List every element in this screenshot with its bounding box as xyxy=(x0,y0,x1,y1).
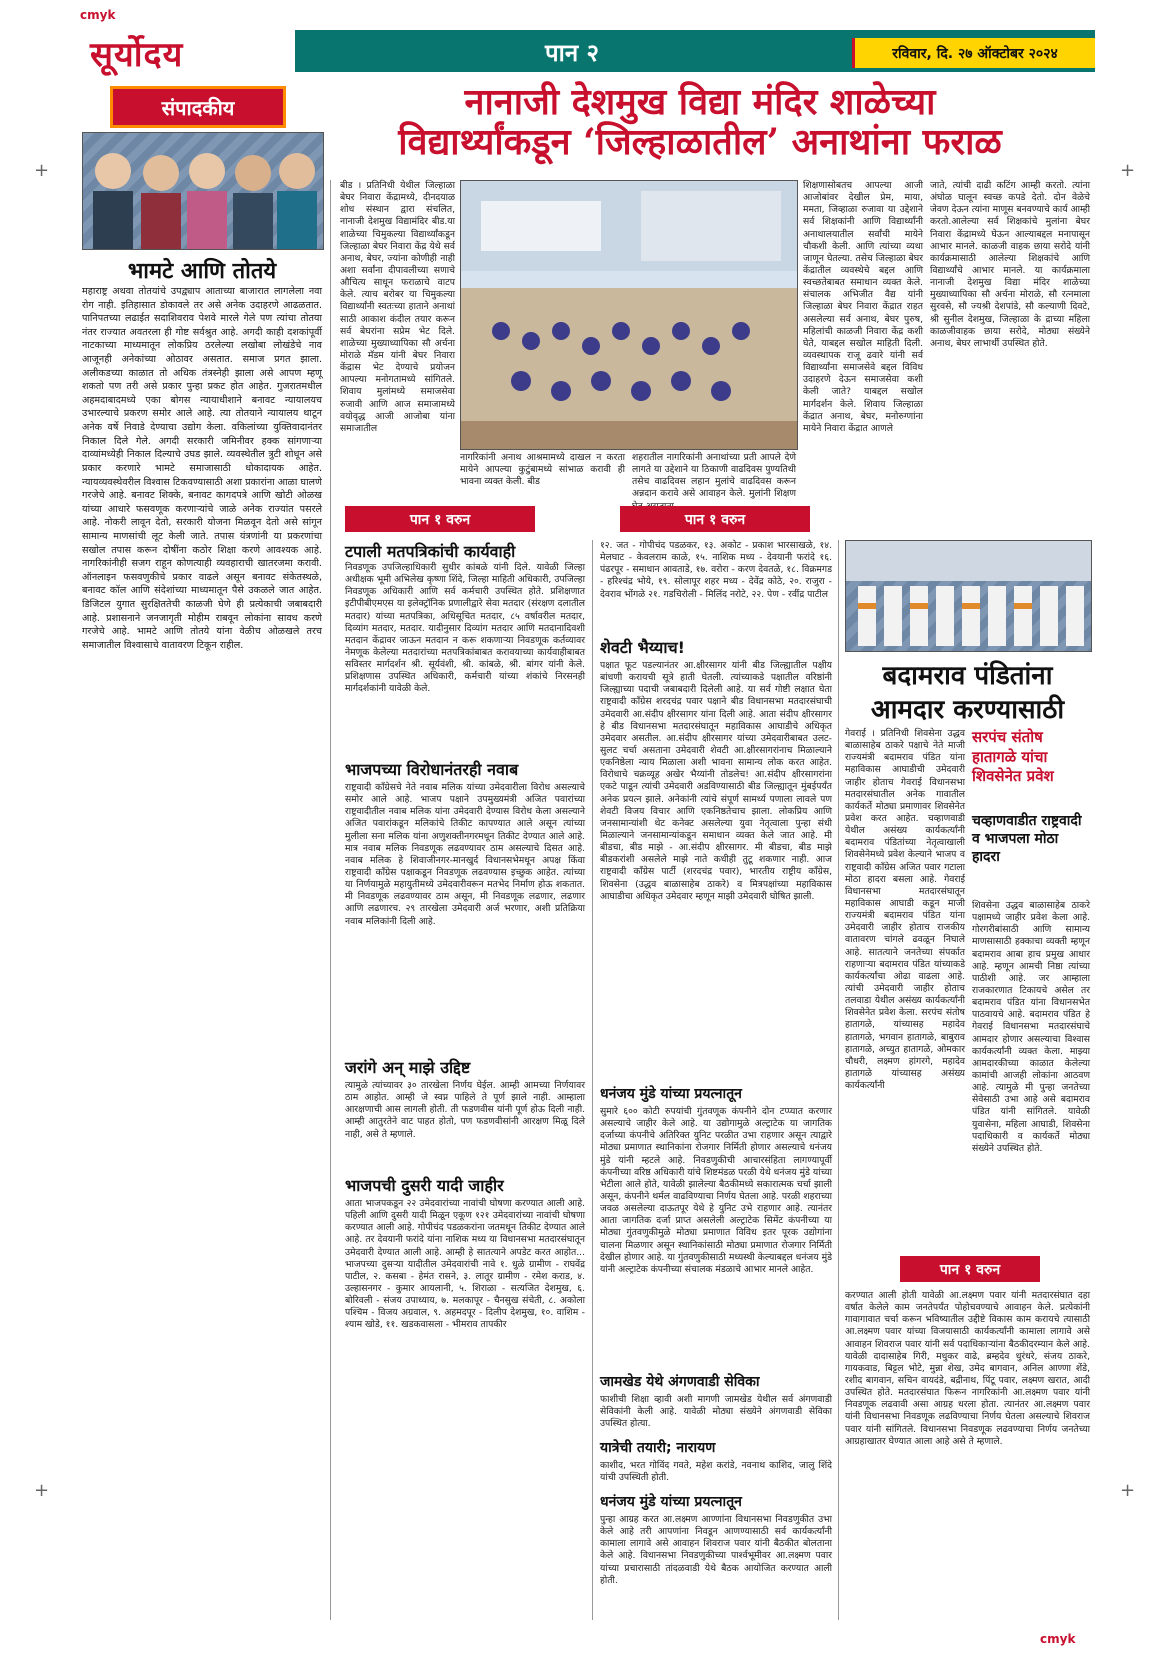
column-rule-3 xyxy=(838,540,839,1620)
section-left-heading-2: भाजपच्या विरोधानंतरही नवाब xyxy=(345,760,519,779)
section-left-heading-1: टपाली मतपत्रिकांची कार्यवाही xyxy=(345,542,516,561)
section-mid-body-2: सुमारे ६०० कोटी रुपयांची गुंतवणूक कंपनीने दोन टप्प्यात करणार असल्याचे जाहीर केले आहे. या उद्योगामुळे अल्ट्राटेक या जागतिक दर्जाच्या कंपनीचे अतिरिक्त युनिट परळीत उभा राहणार असून त्याद्वारे मोठ्या प्रमाणात स्थानिकांना रोजगार निर्मिती होणार असल्याचे धनंजय मुंडे यांनी म्हटले आहे. निवडणुकीची आचारसंहिता लागण्यापूर्वी कंपनीच्या वरिष्ठ अधिकारी यांचे शिष्टमंडळ परळी येथे धनंजय मुंडे यांच्या भेटीला आले होते, यावेळी झालेल्या बैठकीमध्ये सकारात्मक चर्चा झाली असून, कंपनीने थर्मल वाढविण्याचा निर्णय घेतला आहे. परळी शहराच्या जवळ असलेल्या दाऊतपूर येथे हे युनिट उभे राहणार आहे. त्यानंतर आता जागतिक दर्जा प्राप्त असलेली अल्ट्राटेक सिमेंट कंपनीच्या या मोठ्या गुंतवणुकीमुळे मोठ्या प्रमाणात विविध इतर पूरक उद्योगांना चालना मिळणार असून स्थानिकांसाठी मोठ्या प्रमाणात रोजगार निर्मिती देखील होणार आहे. या गुंतवणुकीसाठी मध्यस्थी केल्याबद्दल धनंजय मुंडे यांनी अल्ट्राटेक कंपनीच्या संचालक मंडळाचे आभार मानले आहेत. xyxy=(600,1106,832,1275)
story-main-photo xyxy=(460,180,798,450)
section-mid-heading-1: शेवटी भैय्याच! xyxy=(600,638,685,657)
main-headline-line2: विद्यार्थ्यांकडून ‘जिल्हाळातील’ अनाथांना फराळ xyxy=(398,121,1002,164)
masthead-logo: सूर्योदय xyxy=(90,35,184,75)
crop-mark-right: + xyxy=(1120,160,1136,181)
children-group-photo xyxy=(461,181,797,449)
right-deck-dark: चव्हाणवाडीत राष्ट्रवादी व भाजपला मोठा हादरा xyxy=(972,813,1082,866)
right-left-col: गेवराई । प्रतिनिधी शिवसेना उद्धव बाळासाहेब ठाकरे पक्षाचे नेते माजी राज्यमंत्री बदामराव पंडित यांना महाविकास आघाडीची उमेदवारी जाहीर होताच गेवराई विधानसभा मतदारसंघातील अनेक गावातील कार्यकर्ते मोठ्या प्रमाणावर शिवसेनेत प्रवेश करत आहेत. चव्हाणवाडी येथील असंख्य कार्यकर्त्यांनी बदामराव पंडितांच्या नेतृत्वाखाली शिवसेनेमध्ये प्रवेश केल्याने भाजप व राष्ट्रवादी काँग्रेस अजित पवार गटाला मोठा हादरा बसला आहे. गेवराई विधानसभा मतदारसंघातून महाविकास आघाडी कडून माजी राज्यमंत्री बदामराव पंडित यांना उमेदवारी जाहीर होताच राजकीय वातावरण चांगले ढवळून निघाले आहे. सातत्याने जनतेच्या संपर्कात राहणाऱ्या बदामराव पंडित यांच्याकडे कार्यकर्त्यांचा ओढा वाढला आहे. त्यांची उमेदवारी जाहीर होताच तलवाडा येथील असंख्य कार्यकर्त्यांनी शिवसेनेत प्रवेश केला. सरपंच संतोष हातागळे, यांच्यासह महादेव हातागळे, भगवान हातागळे, बाबुराव हातागळे, अच्युत हातागळे, ओमकार चौधरी, लक्ष्मण हांगरगे, महादेव हातागळे यांच्यासह असंख्य कार्यकर्त्यांनी xyxy=(845,728,965,1092)
crop-mark-left-bottom: + xyxy=(34,1480,50,1501)
editorial-body: महाराष्ट्र अथवा तोतयांचे उपद्व्याप आताच्या बाजारात लागलेला नवा रोग नाही. इतिहासात डोकावले तर असे अनेक उदाहरणे आढळतात. पानिपतच्या लढाईत सदाशिवराव पेशवे मारले गेले पण त्यांचा तोतया नंतर राज्यात अवतरला ही गोष्ट सर्वश्रुत आहे. अगदी काही दशकांपूर्वी नाटकाच्या माध्यमातून लोकप्रिय ठरलेल्या लखोबा लोखंडेचे नाव आजूनही अनेकांच्या ओठावर असतात. समाज प्रगत झाला. अलीकडच्या काळात तो अधिक तंत्रस्नेही झाला असे आपण म्हणू शकतो पण तरी असे प्रकार पुन्हा प्रकट होत आहेत. गुजरातमधील अहमदाबादमध्ये एका बोगस न्यायाधीशाने बनावट न्यायालयच उभारल्याचे प्रकरण समोर आले आहे. त्या तोतयाने न्यायालय थाटून अनेक वर्षे निवाडे देण्याचा उद्योग केला. वकिलांच्या युक्तिवादानंतर निकाल दिले गेले. अगदी सरकारी जमिनीवर हक्क सांगणाऱ्या दाव्यांमध्येही निकाल दिल्याचे उघड झाले. व्यवस्थेतील त्रुटी शोधून असे प्रकार करणारे भामटे समाजासाठी धोकादायक आहेत. न्यायव्यवस्थेवरील विश्वास टिकवण्यासाठी अशा प्रकारांना आळा घालणे गरजेचे आहे. बनावट शिक्के, बनावट कागदपत्रे आणि खोटी ओळख यांच्या आधारे फसवणूक करणाऱ्यांचे जाळे अनेक राज्यांत पसरले आहे. नोकरी लावून देतो, सरकारी योजना मिळवून देतो असे सांगून सामान्य माणसांची लूट केली जाते. तपास यंत्रणांनी या प्रकरणांचा सखोल तपास करून दोषींना कठोर शिक्षा करणे आवश्यक आहे. नागरिकांनीही सजग राहून कोणत्याही व्यवहाराची खातरजमा करावी. ऑनलाइन फसवणुकीचे प्रकार वाढले असून बनावट संकेतस्थळे, बनावट कॉल आणि संदेशांच्या माध्यमातून पैसे उकळले जात आहेत. डिजिटल युगात सुरक्षिततेची काळजी घेणे ही प्रत्येकाची जबाबदारी आहे. प्रशासनाने जनजागृती मोहीम राबवून लोकांना सावध करणे गरजेचे आहे. भामटे आणि तोतये यांना वेळीच ओळखले तरच समाजातील विश्वासाचे वातावरण टिकून राहील. xyxy=(82,286,322,651)
main-headline xyxy=(310,82,1090,163)
right-right-col: शिवसेना उद्धव बाळासाहेब ठाकरे पक्षामध्ये जाहीर प्रवेश केला आहे. गोरगरीबांसाठी आणि सामान्य माणसासाठी हक्काचा व्यक्ती म्हणून बदामराव आबा हाच प्रमुख आधार आहे. म्हणून आमची निष्ठा त्यांच्या पाठीशी आहे. जर आम्हाला राजकारणात टिकायचे असेल तर बदामराव पंडित यांना विधानसभेत पाठवायचे आहे. बदामराव पंडित हे गेवराई विधानसभा मतदारसंघाचे आमदार होणार असल्याचा विश्वास कार्यकर्त्यांनी व्यक्त केला. माझ्या आमदारकीच्या काळात केलेल्या कामांची आजही लोकांना आठवण आहे. त्यामुळे मी पुन्हा जनतेच्या सेवेसाठी उभा आहे असे बदामराव पंडित यांनी सांगितले. यावेळी युवासेना, महिला आघाडी, शिवसेना पदाधिकारी व कार्यकर्ते मोठ्या संख्येने उपस्थित होते. xyxy=(972,900,1090,1154)
right-headline-2: आमदार करण्यासाठी xyxy=(870,695,1065,725)
page-label: पान २ xyxy=(545,39,600,67)
editorial-tag: संपादकीय xyxy=(110,86,286,128)
section-left-body-3: त्यामुळे त्यांच्यावर ३० तारखेला निर्णय घेईल. आम्ही आमच्या निर्णयावर ठाम आहोत. आम्ही जे स्वप्न पाहिले ते पूर्ण झाले नाही. आम्हाला आरक्षणाची आस लागली होती. ती फडणवीस यांनी पूर्ण होऊ दिली नाही. आम्ही आतुरतेने वाट पाहत होतो, पण फडणवीसांनी आरक्षण मिळू दिले नाही, असे ते म्हणाले. xyxy=(345,1080,585,1140)
portrait-group-image xyxy=(83,133,323,249)
section-left-body-2: राष्ट्रवादी काँग्रेसचे नेते नवाब मलिक यांच्या उमेदवारीला विरोध असल्याचे समोर आले आहे. भाजप पक्षाने उपमुख्यमंत्री अजित पवारांच्या राष्ट्रवादीतील नवाब मलिक यांना उमेदवारी देण्यास विरोध केला असल्याने अजित पवारांकडून मलिकांचे तिकीट कापण्यात आले असून त्यांच्या मुलीला सना मलिक यांना अणुशक्तीनगरमधून तिकीट देण्यात आले आहे. मात्र नवाब मलिक निवडणूक लढवण्यावर ठाम असल्याचे दिसत आहे. नवाब मलिक हे शिवाजीनगर-मानखुर्द विधानसभेमधून अपक्ष किंवा राष्ट्रवादी काँग्रेस पक्षाकडून निवडणूक लढवण्यास इच्छुक आहेत. त्यांच्या या निर्णयामुळे महायुतीमध्ये उमेदवारीवरून मतभेद निर्माण होऊ शकतात. मी निवडणूक लढवण्यावर ठाम असून, मी निवडणूक लढणार, लढणार आणि लढणारच. २९ तारखेला उमेदवारी अर्ज भरणार, अशी प्रतिक्रिया नवाब मलिकांनी दिली आहे. xyxy=(345,782,585,927)
main-headline-line1: नानाजी देशमुख विद्या मंदिर शाळेच्या xyxy=(464,81,936,123)
section-left-body-4: आता भाजपकडून २२ उमेदवारांच्या नावांची घोषणा करण्यात आली आहे. पहिली आणि दुसरी यादी मिळून एकूण १२१ उमेदवारांच्या नावांची घोषणा करण्यात आली आहे. गोपीचंद पडळकरांना जतमधून तिकीट देण्यात आले आहे. तर देवयानी फरांदे यांना नाशिक मध्य या विधानसभा मतदारसंघातून उमेदवारी देण्यात आली आहे. आम्ही हे सातत्याने अपडेट करत आहोत... भाजपच्या दुसऱ्या यादीतील उमेदवारांची नावे १. धुळे ग्रामीण - राघवेंद्र पाटील, २. कसबा - हेमंत रासने, ३. लातूर ग्रामीण - रमेश कराड, ४. उल्हासनगर - कुमार आयलानी, ५. शिराळा - सत्यजित देशमुख, ६. बोरिवली - संजय उपाध्याय, ७. मलकापूर - चैनसुख संचेती, ८. अकोला पश्चिम - विजय अग्रवाल, ९. अहमदपूर - दिलीप देशमुख, १०. वाशिम - श्याम खोडे, ११. खडकवासला - भीमराव तापकीर xyxy=(345,1198,585,1331)
editorial-photo-strip xyxy=(82,132,324,250)
editorial-title: भामटे आणि तोतये xyxy=(127,258,277,284)
story-caption-right: शहरातील नागरिकांनी अनाथांच्या प्रती आपले देणे लागते या उद्देशाने या ठिकाणी वाढदिवस पुण्यतिथी तसेच वाढदिवस लहान मुलांचे वाढदिवस करून अन्नदान करावे असे आवाहन केले. मुलांनी शिक्षण xyxy=(632,452,796,500)
section-mid-body-1: पक्षात फूट पडल्यानंतर आ.क्षीरसागर यांनी बीड जिल्ह्यातील पक्षीय बांधणी करायची सूत्रे हाती घेतली. त्यांच्याकडे पक्षातील वरिष्ठांनी जिल्ह्याच्या पदाची जबाबदारी दिलेली आहे. या सर्व गोष्टी लक्षात घेता राष्ट्रवादी काँग्रेस शरदचंद्र पवार पक्षाने बीड विधानसभा मतदारसंघाची उमेदवारी आ.संदीप क्षीरसागर यांना दिली आहे. आता संदीप क्षीरसागर हे बीड विधानसभा मतदारसंघातून महाविकास आघाडीचे अधिकृत उमेदवार असतील. आ.संदीप क्षीरसागर यांच्या उमेदवारीबाबत उलट-सुलट चर्चा असताना उमेदवारी शेवटी आ.क्षीरसागरांनाच मिळाल्याने एकनिष्ठेला न्याय मिळाला अशी भावना सामान्य लोक करत आहेत. विरोधाचे चक्रव्यूह अखेर भैय्यांनी तोडलेच! आ.संदीप क्षीरसागरांना एकटे पाडून त्यांची उमेदवारी अडविण्यासाठी बीड जिल्ह्यातून मुंबईपर्यंत अनेक प्रयत्न झाले. अनेकांनी त्यांचे संपूर्ण सामर्थ्य पणाला लावले पण शेवटी विजय विचार आणि एकनिष्ठतेचाच झाला. लोकप्रिय आणि जनसामान्यांशी थेट कनेक्ट असलेल्या युवा नेतृत्वाला पुन्हा संधी मिळाल्याने जनसामान्यांकडून समाधान व्यक्त केले जात आहे. मी बीडचा, बीड माझे - आ.संदीप क्षीरसागर. मी बीडचा, बीड माझे बीडकरांशी असलेले माझे नाते कधीही तुटू शकणार नाही. आज राष्ट्रवादी काँग्रेस पार्टी (शरदचंद्र पवार), भारतीय राष्ट्रीय काँग्रेस, शिवसेना (उद्धव बाळासाहेब ठाकरे) व मित्रपक्षांच्या महाविकास आघाडीचा अधिकृत उमेदवार म्हणून माझी उमेदवारी घोषित झाली. xyxy=(600,660,832,902)
pan-tag-mid: पान १ वरुन xyxy=(620,506,810,532)
section-left-heading-3: जरांगे अन् माझे उद्दिष्ट xyxy=(345,1058,471,1077)
section-mid-heading-4: यात्रेची तयारी; नारायण xyxy=(600,1440,716,1456)
crop-mark-left: + xyxy=(34,160,50,181)
section-left-body-1: निवडणूक उपजिल्हाधिकारी सुधीर कांबळे यांनी दिले. यावेळी जिल्हा अधीक्षक भूमी अभिलेख कृष्णा शिंदे, जिल्हा माहिती अधिकारी, उपजिल्हा निवडणूक अधिकारी आणि सर्व कर्मचारी उपस्थित होते. प्रशिक्षणात इटीपीबीएमएस या इलेक्ट्रॉनिक प्रणालीद्वारे सेवा मतदार (संरक्षण दलातील मतदार) यांच्या मतपत्रिका, अधिसूचित मतदार, ८५ वर्षावरील मतदार, दिव्यांग मतदार, मतदार. यादीनुसार दिव्यांग मतदार आणि मतदानादिवशी मतदान केंद्रावर जाऊन मतदान न करू शकणाऱ्या निवडणूक कर्तव्यावर नेमणूक केलेल्या मतदारांच्या मतपत्रिकांबाबत करावयाच्या कार्यवाहीबाबत सविस्तर मार्गदर्शन श्री. सूर्यवंशी, श्री. कांबळे, श्री. बांगर यांनी केले. प्रशिक्षणास उपस्थित अधिकारी, कर्मचारी यांच्या शंकांचे निरसनही मार्गदर्शकांनी यावेळी केले. xyxy=(345,562,585,695)
story-col1: बीड । प्रतिनिधी येथील जिल्हाळा बेघर निवारा केंद्रामध्ये, दीनदयाळ शोध संस्थान द्वारा संचलित, नानाजी देशमुख विद्यामंदिर बीड.या शाळेच्या चिमुकल्या विद्यार्थ्यांकडून जिल्हाळा बेघर निवारा केंद्र येथे सर्व अनाथ, बेघर, ज्यांना कोणीही नाही अशा सर्वांना दीपावलीच्या सणाचे औचित्य साधून फराळाचे वाटप केले. त्याच बरोबर या चिमुकल्या विद्यार्थ्यांनी स्वतःच्या हाताने अनाथां साठी आकाश कंदील तयार करून सर्व बेघरांना सप्रेम भेट दिले. शाळेच्या मुख्याध्यापिका सौ अर्चना मोराळे मॅडम यांनी बेघर निवारा केंद्रास भेट देण्याचे प्रयोजन आपल्या मनोगतामध्ये सांगितले. शिवाय मुलांमध्ये समाजसेवा रुजावी आणि आज समाजामध्ये वयोवृद्ध आजी आजोबा यांना समाजातील xyxy=(340,180,455,434)
section-mid-body-3: फाशीची शिक्षा व्हावी अशी मागणी जामखेड येथील सर्व अंगणवाडी सेविकांनी केली आहे. यावेळी मोठ्या संख्येने अंगणवाडी सेविका उपस्थित होत्या. xyxy=(600,1394,832,1430)
section-mid-heading-3: जामखेड येथे अंगणवाडी सेविका xyxy=(600,1374,760,1390)
crop-mark-right-bottom: + xyxy=(1120,1480,1136,1501)
story-col4: शिक्षणासोबतच आपल्या आजी आजोबांवर देखील प्रेम, माया, ममता, जिव्हाळा रुजावा या उद्देशाने सर्व शिक्षकांनी आणि विद्यार्थ्यांनी अनाथालयातील सर्वांची मायेने चौकशी केली. आणि त्यांच्या व्यथा जाणून घेतल्या. तसेच जिल्हाळा बेघर केंद्रातील व्यवस्थेचे बद्दल आणि स्वच्छतेबाबत समाधान व्यक्त केले. संचालक अभिजीत वैद्य यांनी जिल्हाळा बेघर निवारा केंद्रात राहत असलेल्या सर्व अनाथ, बेघर पुरुष, महिलांची काळजी निवारा केंद्र कशी घेते, याबद्दल सखोल माहिती दिली. व्यवस्थापक राजू ढवारे यांनी सर्व विद्यार्थ्यांना समाजसेवे बद्दल विविध उदाहरणे देऊन समाजसेवा कशी केली जाते? याबद्दल सखोल मार्गदर्शन केले. शिवाय जिल्हाळा केंद्रात अनाथ, बेघर, मनोरुग्णांना मायेने निवारा केंद्रात आणले xyxy=(803,180,923,434)
column-rule-2 xyxy=(592,540,593,1620)
pan-tag-right: पान १ वरुन xyxy=(900,1256,1040,1282)
story-col5: जाते, त्यांची दाढी कटिंग आम्ही करतो. त्यांना अंघोळ घालून स्वच्छ कपडे देतो. दोन वेळेचे जेवण देऊन त्यांना माणूस बनवण्याचे कार्य आम्ही करतो.आलेल्या सर्व शिक्षकांचे मुलांना बेघर निवारा केंद्रामध्ये घेऊन आल्याबद्दल मनापासून आभार मानले. काळजी वाहक छाया सरोदे यांनी कार्यक्रमासाठी आलेल्या शिक्षकांचे आणि विद्यार्थ्यांचे आभार मानले. या कार्यक्रमाला नानाजी देशमुख विद्या मंदिर शाळेच्या मुख्याध्यापिका सौ अर्चना मोराळे, सौ रत्नमाला सुरवसे, सौ ज्यश्री देशपांडे, सौ कल्याणी दिवटे, श्री सुनील देशमुख, जिल्हाळा के द्राच्या महिला काळजीवाहक छाया सरोदे, मोठ्या संख्येने अनाथ, बेघर लाभार्थी उपस्थित होते. xyxy=(930,180,1090,349)
section-mid-body-4: काशीद, भरत गोविंद गवते, महेश करांडे, नवनाथ काशिद, जालु शिंदे यांची उपस्थिती होती. xyxy=(600,1460,832,1484)
cmyk-mark-bottom: cmyk xyxy=(1040,1632,1076,1646)
column-rule-1 xyxy=(330,180,331,1620)
right-section-photo xyxy=(845,540,1092,652)
section-mid-intro: १२. जत - गोपीचंद पडळकर, १३. अकोट - प्रकाश भारसाखळे, १४. मेलघाट - केवलराम काळे, १५. नाशिक मध्य - देवयानी फरांदे १६. पंढरपूर - समाधान आवताडे, १७. वरोरा - करण देवतळे, १८. विक्रमगड - हरिश्चंद्र भोये, १९. सोलापूर शहर मध्य - देवेंद्र कोठे, २०. राजुरा - देवराव भोंगळे २१. गडचिरोली - मिलिंद नरोटे, २२. पेण - रवींद्र पाटील xyxy=(600,540,832,600)
party-entry-group-photo xyxy=(846,541,1091,651)
story-caption-left: नागरिकांनी अनाथ आश्रमामध्ये दाखल न करता मायेने आपल्या कुटुंबामध्ये सांभाळ करावी ही भावना व्यक्त केली. बीड xyxy=(460,452,625,488)
section-mid-heading-5: धनंजय मुंडे यांच्या प्रयत्नातून xyxy=(600,1494,742,1510)
pan-tag-left: पान १ वरुन xyxy=(345,506,535,532)
right-deck-red: सरपंच संतोष हातागळे यांचा शिवसेनेत प्रवेश xyxy=(972,728,1054,785)
right-headline-1: बदामराव पंडितांना xyxy=(882,661,1053,691)
section-left-heading-4: भाजपची दुसरी यादी जाहीर xyxy=(345,1176,504,1195)
right-bottom-body: करण्यात आली होती यावेळी आ.लक्ष्मण पवार यांनी मतदारसंघात दहा वर्षात केलेले काम जनतेपर्यंत पोहोचवण्याचे आवाहन केले. प्रत्येकांनी गावागावात चर्चा करून भविष्यातील उद्दीष्टे विकास काम करायचे त्यासाठी आ.लक्ष्मण पवार यांच्या विजयासाठी कार्यकर्त्यांनी कामाला लागावे असे आवाहन शिवराज पवार यांनी सर्व पदाधिकाऱ्यांना बैठकीदरम्यान केले आहे. यावेळी दादासाहेब गिरी, मधुकर वाढे, ब्रम्हदेव धुरंधरे, संजय ठाकरे, गायकवाड, बिट्टल भोटे, मुन्ना शेख, उमेद बागवान, अनिल आण्णा शेंडे, रशीद बागवान, सचिन वायदंडे, बद्रीनाथ, पिंटू पवार, लक्ष्मण खरात, आदी उपस्थित होते. मतदारसंघात फिरून नागरिकांनी आ.लक्ष्मण पवार यांनी निवडणूक लढवावी असा आग्रह धरला होता. त्यानंतर आ.लक्ष्मण पवार यांनी विधानसभा निवडणूक लढविण्याचा निर्णय घेतला असल्याचे शिवराज पवार यांनी सांगितले. विधानसभा निवडणूक लढवण्याचा निर्णय जनतेच्या आग्रहाखातर घेण्यात आला आहे असे ते म्हणाले. xyxy=(845,1290,1090,1447)
section-mid-body-5: पुन्हा आग्रह करत आ.लक्ष्मण आण्णांना विधानसभा निवडणुकीत उभा केले आहे तरी आपणांना निवडून आणण्यासाठी सर्व कार्यकर्त्यांनी कामाला लागावे असे आवाहन शिवराज पवार यांनी बैठकीत बोलताना केले आहे. विधानसभा निवडणुकीच्या पार्श्वभूमीवर आ.लक्ष्मण पवार यांच्या प्रचारासाठी तांदळवाडी येथे बैठक आयोजित करण्यात आली होती. xyxy=(600,1514,832,1586)
cmyk-mark-top: cmyk xyxy=(80,8,116,22)
issue-date: रविवार, दि. २७ ऑक्टोबर २०२४ xyxy=(852,38,1095,68)
section-mid-heading-2: धनंजय मुंडे यांच्या प्रयत्नातून xyxy=(600,1086,742,1102)
